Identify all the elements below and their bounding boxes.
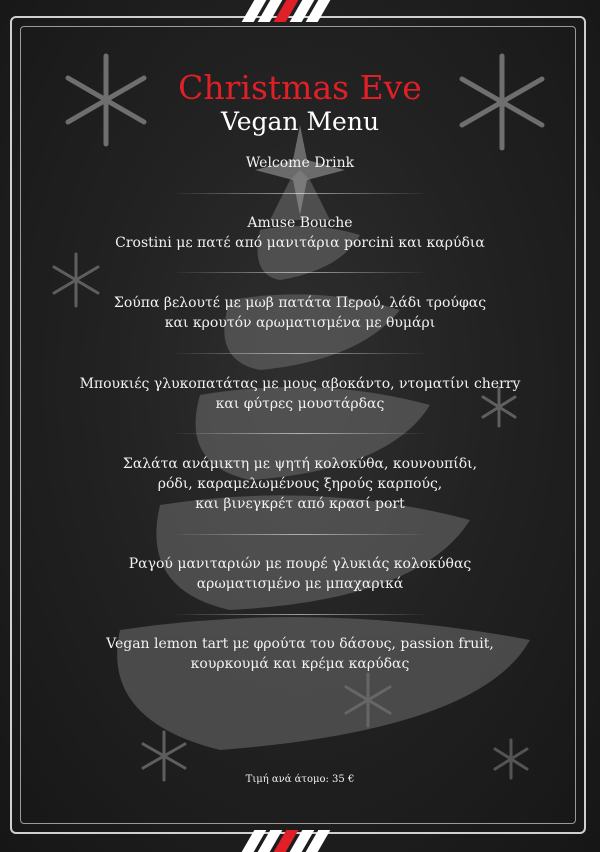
course-line: και κρουτόν αρωματισμένα με θυμάρι [164,315,436,331]
course-welcome-drink [60,153,540,173]
course-line: κουρκουμά και κρέμα καρύδας [190,656,410,672]
course-line: Σούπα βελουτέ με μωβ πατάτα Περού, λάδι τρούφας [113,295,487,311]
divider [170,614,430,615]
course-ragout [60,554,540,594]
course-line: Vegan lemon tart με φρούτα του δάσους, passion fruit, [106,636,494,652]
course-line: και βινεγκρέτ από κρασί port [195,496,405,512]
divider [170,272,430,273]
menu-title: Christmas Eve [178,68,422,107]
course-line: και φύτρες μουστάρδας [215,396,385,412]
course-line: Welcome Drink [245,155,355,171]
divider [170,193,430,194]
divider [170,534,430,535]
course-amuse-bouche [60,213,540,253]
course-salad [60,454,540,514]
divider [170,353,430,354]
course-line: Amuse Bouche [247,215,353,231]
price-per-person: Τιμή ανά άτομο: 35 € [245,774,355,785]
course-sweet-potato [60,374,540,414]
course-dessert [60,634,540,674]
course-line: Ραγού μανιταριών με πουρέ γλυκιάς κολοκύθας [128,556,472,572]
menu-subtitle: Vegan Menu [220,107,380,136]
course-line: ρόδι, καραμελωμένους ξηρούς καρπούς, [157,476,443,492]
divider [170,433,430,434]
course-line: Crostini με πατέ από μανιτάρια porcini και καρύδια [115,235,485,251]
course-line: Μπουκιές γλυκοπατάτας με μους αβοκάντο, ντοματίνι cherry [79,376,521,392]
course-soup [60,293,540,333]
course-line: αρωματισμένο με μπαχαρικά [196,576,404,592]
course-line: Σαλάτα ανάμικτη με ψητή κολοκύθα, κουνουπίδι, [122,456,478,472]
